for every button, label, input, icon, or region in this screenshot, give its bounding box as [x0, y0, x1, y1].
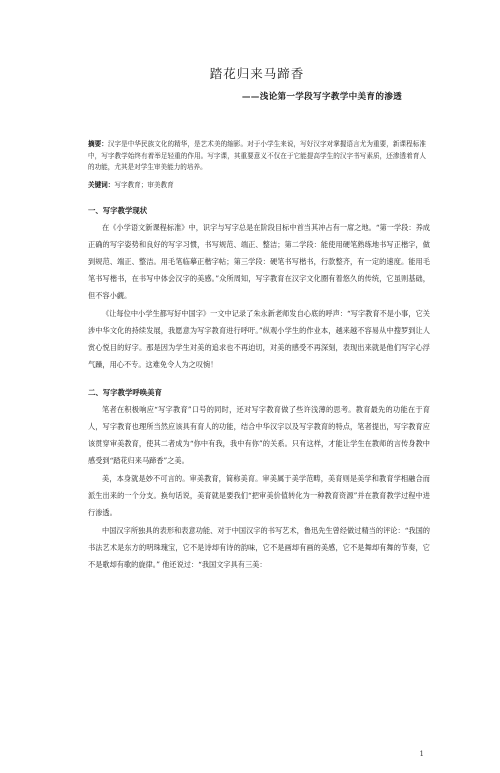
section-2-paragraph-3: 中国汉字所独具的表形和表意功能、对于中国汉字的书写艺术，鲁迅先生曾经做过精当的评论：“我国的书法艺术是东方的明珠瑰宝，它不是诗却有诗的韵味，它不是画却有画的美感，它不是舞却有舞的节奏，它不是歌却有歌的旋律。” 他还说过：“我国文字具有三美： [88, 525, 430, 569]
document-page [0, 66, 500, 773]
keywords-label: 关键词： [88, 180, 115, 189]
section-2-paragraph-2: 美，本身就是妙不可言的。审美教育，简称美育。审美属于美学范畴，美育则是美学和教育学相融合而派生出来的一个分支。换句话说，美育就是要我们“把审美价值转化为一种教育资源”并在教育教学过程中进行渗透。 [88, 473, 430, 517]
section-1-paragraph-1: 在《小学语文新课程标准》中，识字与写字总是在阶段目标中首当其冲占有一席之地。“第一学段：养成正确的写字姿势和良好的写字习惯，书写规范、端正、整洁；第二学段：能使用硬笔熟练地书写正楷字，做到规范、端正、整洁。用毛笔临摹正楷字帖；第三学段：硬笔书写楷书，行款整齐，有一定的速度。能用毛笔书写楷书，在书写中体会汉字的美感。”众所周知，写字教育在汉字文化圈有着悠久的传统，它虽则基础，但不容小觑。 [88, 222, 430, 300]
abstract-text: 汉字是中华民族文化的精华，是艺术美的缩影。对于小学生来说，写好汉字对掌握语言尤为重要，新课程标准中，写字教学始终有着举足轻重的作用。写字课，其重要意义不仅在于它能提高学生的汉字书写素质，还渗透着育人的功能，尤其是对学生审美能力的培养。 [88, 140, 427, 172]
section-2-paragraph-1: 笔者在积极响应“写字教育”口号的同时，还对写字教育做了些许浅薄的思考。教育最先的功能在于育人，写字教育也理所当然应该具有育人的功能，结合中华汉字以及写字教育的特点，笔者提出，写字教育应该贯穿审美教育，使其二者成为“你中有我，我中有你”的关系。只有这样，才能让学生在教师的言传身教中感受到“踏花归来马蹄香”之美。 [88, 404, 430, 465]
section-1-heading: 一、写字教学现状 [88, 205, 148, 215]
section-2-heading: 二、写字教学呼唤美育 [88, 387, 162, 397]
keywords-text: 写字教育；审美教育 [114, 180, 174, 189]
page-title: 踏花归来马蹄香 [209, 66, 305, 81]
abstract [88, 139, 426, 174]
abstract-label: 摘要： [88, 140, 108, 148]
page-number: 1 [419, 750, 424, 758]
section-1-paragraph-2: 《让每位中小学生都写好中国字》一文中记录了朱永新老师发自心底的呼声：“写字教育不是小事，它关涉中华文化的持续发展，我愿意为写字教育进行呼吁。”纵观小学生的作业本，越来越不容易从中搜罗到让人赏心悦目的好字。那是因为学生对美的追求也不再迫切，对美的感受不再深刻，表现出来就是他们写字心浮气躁，用心不专。这难免令人为之叹惋！ [88, 308, 430, 369]
keywords [88, 180, 426, 191]
page-subtitle: ——浅论第一学段写字教学中美育的渗透 [241, 92, 402, 102]
